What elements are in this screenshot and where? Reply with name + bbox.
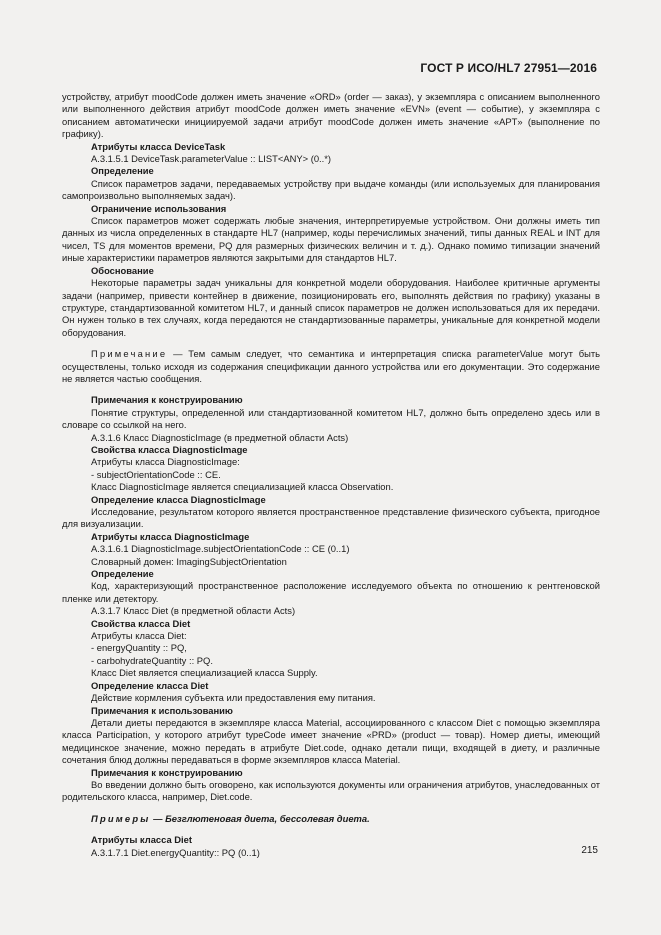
paragraph: устройству, атрибут moodCode должен иметь значение «ORD» (order — заказ), у экземпляра с описанием выполненного или выполненного действия атрибут moodCode должен иметь значение «EVN» (event — событие), у экземпляра с описанием автоматически инициируемой задачи атрибут moodCode должен иметь значение «APT» (выполнение по графику).	[62, 91, 600, 140]
section-heading: Атрибуты класса DiagnosticImage	[91, 530, 250, 542]
paragraph: Некоторые параметры задач уникальны для конкретной модели оборудования. Наиболее критичные аргументы задачи (например, привести контейнер в движение, позиционировать его, выполнять действия по графику) указаны в структуре, стандартизованной комитетом HL7, и данный список параметров не должен использоваться для их передачи. Он нужен только в тех случаях, когда передаются не стандартизованные параметры, уникальные для конкретной модели оборудования.	[62, 277, 600, 338]
clause-title: A.3.1.6.1 DiagnosticImage.subjectOrientationCode :: CE (0..1)	[91, 543, 350, 555]
examples	[62, 813, 600, 825]
section-heading: Определение класса Diet	[91, 679, 209, 691]
section-heading: Примечания к использованию	[91, 704, 233, 716]
section-heading: Примечания к конструированию	[91, 394, 243, 406]
section-heading: Определение	[91, 568, 154, 580]
paragraph: Детали диеты передаются в экземпляре класса Material, ассоциированного с классом Diet с помощью экземпляра класса Participation, у которого атрибут typeCode имеет значение «PRD» (product — товар). Номер диеты, имеющий медицинское значение, можно передать в атрибуте Diet.code, однако детали пищи, входящей в диету, и различные сочетания блюд должны передаваться в форме экземпляров класса Material.	[62, 716, 600, 766]
section-heading: Определение	[91, 165, 154, 177]
standard-header: ГОСТ Р ИСО/HL7 27951—2016	[420, 61, 597, 75]
paragraph: Класс Diet является специализацией класса Supply.	[91, 667, 318, 679]
note-text: — Тем самым следует, что семантика и интерпретация списка parameterValue могут быть осуществлены, только исходя из содержания спецификации данного устройства или его документации. Это содержание не является частью сообщения.	[62, 348, 600, 384]
note-label: Примечание	[91, 348, 168, 360]
examples-label: Примеры	[91, 812, 151, 824]
list-intro: Атрибуты класса Diet:	[91, 630, 187, 642]
clause-title: A.3.1.7 Класс Diet (в предметной области Acts)	[91, 605, 296, 617]
paragraph: Код, характеризующий пространственное расположение исследуемого объекта по отношению к рентгеновской пленке или детектору.	[62, 580, 600, 604]
paragraph: Словарный домен: ImagingSubjectOrientation	[91, 555, 287, 567]
paragraph: Класс DiagnosticImage является специализацией класса Observation.	[91, 481, 394, 493]
section-heading: Определение класса DiagnosticImage	[91, 493, 266, 505]
list-item: - carbohydrateQuantity :: PQ.	[91, 654, 213, 666]
page-number: 215	[581, 845, 598, 856]
list-item: - subjectOrientationCode :: CE.	[91, 468, 221, 480]
note	[62, 348, 600, 385]
document-body	[62, 91, 600, 859]
section-heading: Атрибуты класса DeviceTask	[91, 140, 226, 152]
paragraph: Список параметров задачи, передаваемых устройству при выдаче команды (или используемых для планирования самопроизвольно выполняемых задач).	[62, 177, 600, 202]
section-heading: Свойства класса Diet	[91, 617, 191, 629]
paragraph: Во введении должно быть оговорено, как используются документы или ограничения атрибутов, унаследованных от родительского класса, например, Diet.code.	[62, 778, 600, 803]
section-heading: Ограничение использования	[91, 202, 227, 214]
clause-title: A.3.1.5.1 DeviceTask.parameterValue :: LIST<ANY> (0..*)	[91, 153, 332, 165]
section-heading: Примечания к конструированию	[91, 766, 243, 778]
paragraph: Понятие структуры, определенной или стандартизованной комитетом HL7, должно быть определено здесь или в словаре со ссылкой на него.	[62, 406, 600, 431]
list-intro: Атрибуты класса DiagnosticImage:	[91, 456, 240, 468]
paragraph: Список параметров может содержать любые значения, интерпретируемые устройством. Они должны иметь тип данных из числа определенных в стандарте HL7 (например, коды перечислимых значений, типы данных REAL и INT для чисел, TS для моментов времени, PQ для размерных физических величин и т. д.). Однако помимо типизации значений иные характеристики параметров являются закрытыми для стандартов HL7.	[62, 215, 600, 264]
examples-text: — Безглютеновая диета, бессолевая диета.	[150, 812, 370, 824]
section-heading: Свойства класса DiagnosticImage	[91, 443, 248, 455]
clause-title: A.3.1.7.1 Diet.energyQuantity:: PQ (0..1)	[91, 846, 260, 858]
section-heading: Обоснование	[91, 264, 154, 276]
section-heading: Атрибуты класса Diet	[91, 834, 192, 846]
paragraph: Исследование, результатом которого является пространственное представление физического субъекта, пригодное для визуализации.	[62, 506, 600, 530]
paragraph: Действие кормления субъекта или предоставления ему питания.	[91, 692, 376, 704]
clause-title: A.3.1.6 Класс DiagnosticImage (в предметной области Acts)	[91, 431, 349, 443]
list-item: - energyQuantity :: PQ,	[91, 642, 187, 654]
